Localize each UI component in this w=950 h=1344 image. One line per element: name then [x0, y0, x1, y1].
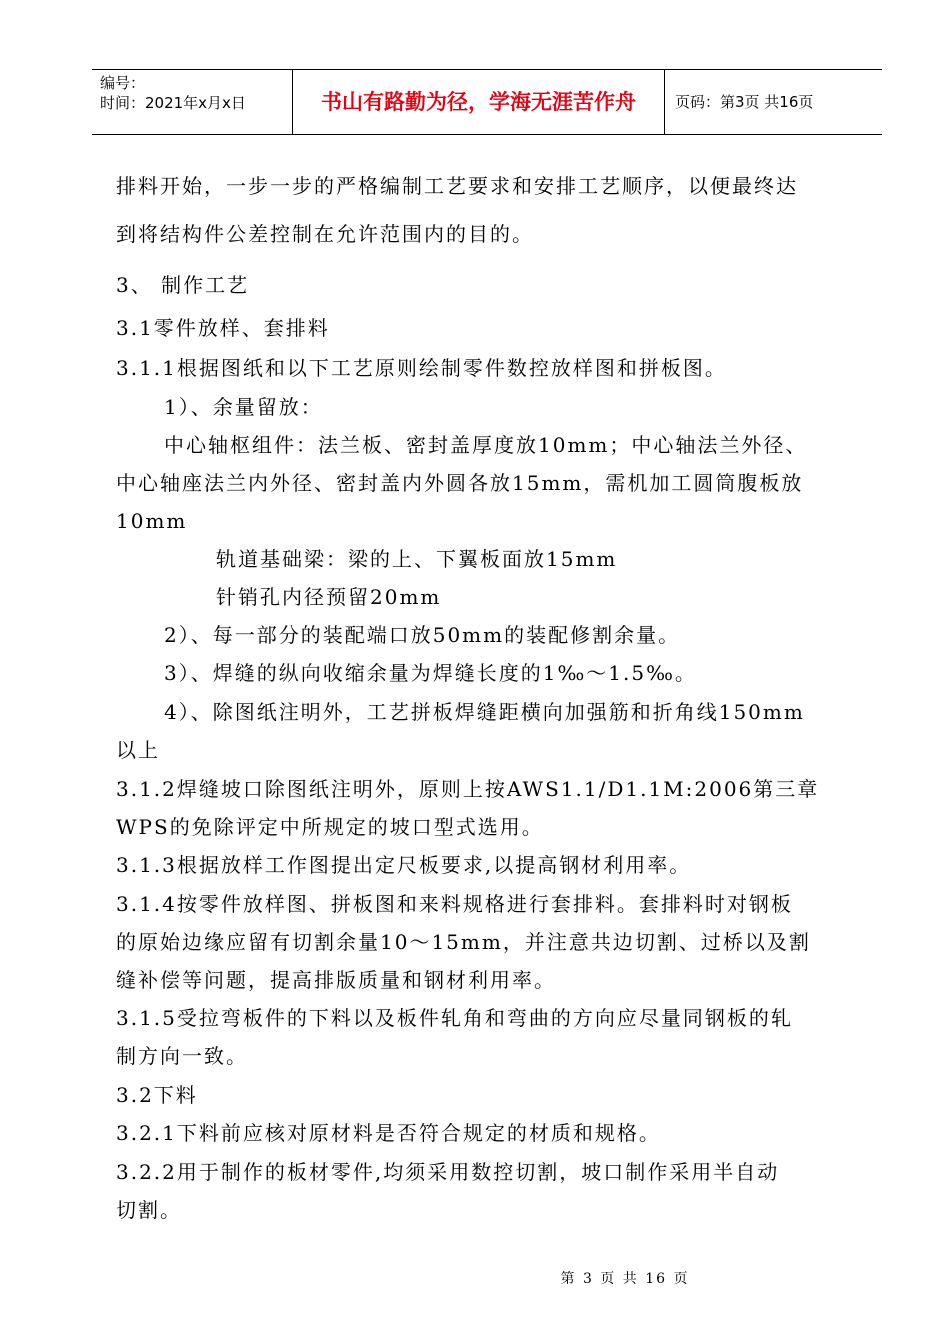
body-line: 中心轴座法兰内外径、密封盖内外圆各放15mm，需机加工圆筒腹板放: [116, 471, 804, 495]
body-line: 3.2.1下料前应核对原材料是否符合规定的材质和规格。: [116, 1121, 661, 1145]
body-line: 到将结构件公差控制在允许范围内的目的。: [116, 222, 534, 246]
body-line: 3.1.3根据放样工作图提出定尺板要求,以提高钢材利用率。: [116, 853, 692, 877]
header-motto: 书山有路勤为径，学海无涯苦作舟: [293, 70, 665, 134]
header-page-number: 页码：第3页 共16页: [675, 93, 814, 111]
body-line: 3.1.5受拉弯板件的下料以及板件轧角和弯曲的方向应尽量同钢板的轧: [116, 1006, 793, 1030]
page-header: [92, 69, 882, 135]
document-number-label: 编号：: [100, 74, 146, 92]
body-line: 3.1.2焊缝坡口除图纸注明外，原则上按AWS1.1/D1.1M:2006第三章: [116, 777, 820, 801]
body-line: 切割。: [116, 1198, 182, 1222]
body-line: WPS的免除评定中所规定的坡口型式选用。: [116, 815, 544, 839]
body-line: 制方向一致。: [116, 1044, 248, 1068]
body-line: 以上: [116, 738, 160, 762]
body-line: 3.1.1根据图纸和以下工艺原则绘制零件数控放样图和拼板图。: [116, 356, 727, 380]
body-line: 的原始边缘应留有切割余量10～15mm，并注意共边切割、过桥以及割: [116, 930, 811, 954]
body-line: 3.2.2用于制作的板材零件,均须采用数控切割，坡口制作采用半自动: [116, 1160, 780, 1184]
body-line: 3.1.4按零件放样图、拼板图和来料规格进行套排料。套排料时对钢板: [116, 892, 793, 916]
subsection-heading: 3.1零件放样、套排料: [116, 316, 330, 340]
list-item: 1）、余量留放：: [164, 395, 323, 419]
page-footer: 第 3 页 共 16 页: [560, 1271, 690, 1287]
list-item: 2）、每一部分的装配端口放50mm的装配修割余量。: [164, 623, 681, 647]
header-meta: [92, 70, 293, 134]
body-line: 中心轴枢组件：法兰板、密封盖厚度放10mm；中心轴法兰外径、: [164, 433, 808, 457]
body-line: 缝补偿等问题，提高排版质量和钢材利用率。: [116, 968, 556, 992]
list-item: 3）、焊缝的纵向收缩余量为焊缝长度的1‰～1.5‰。: [164, 661, 697, 685]
body-line: 针销孔内径预留20mm: [216, 585, 442, 609]
list-item: 4）、除图纸注明外，工艺拼板焊缝距横向加强筋和折角线150mm: [164, 700, 805, 724]
subsection-heading: 3.2下料: [116, 1083, 198, 1107]
body-line: 10mm: [116, 509, 188, 533]
body-line: 排料开始，一步一步的严格编制工艺要求和安排工艺顺序，以便最终达: [116, 174, 798, 198]
body-line: 轨道基础梁：梁的上、下翼板面放15mm: [216, 547, 618, 571]
section-heading: 3、 制作工艺: [116, 273, 250, 297]
document-date-label: 时间：2021年x月x日: [100, 94, 246, 112]
